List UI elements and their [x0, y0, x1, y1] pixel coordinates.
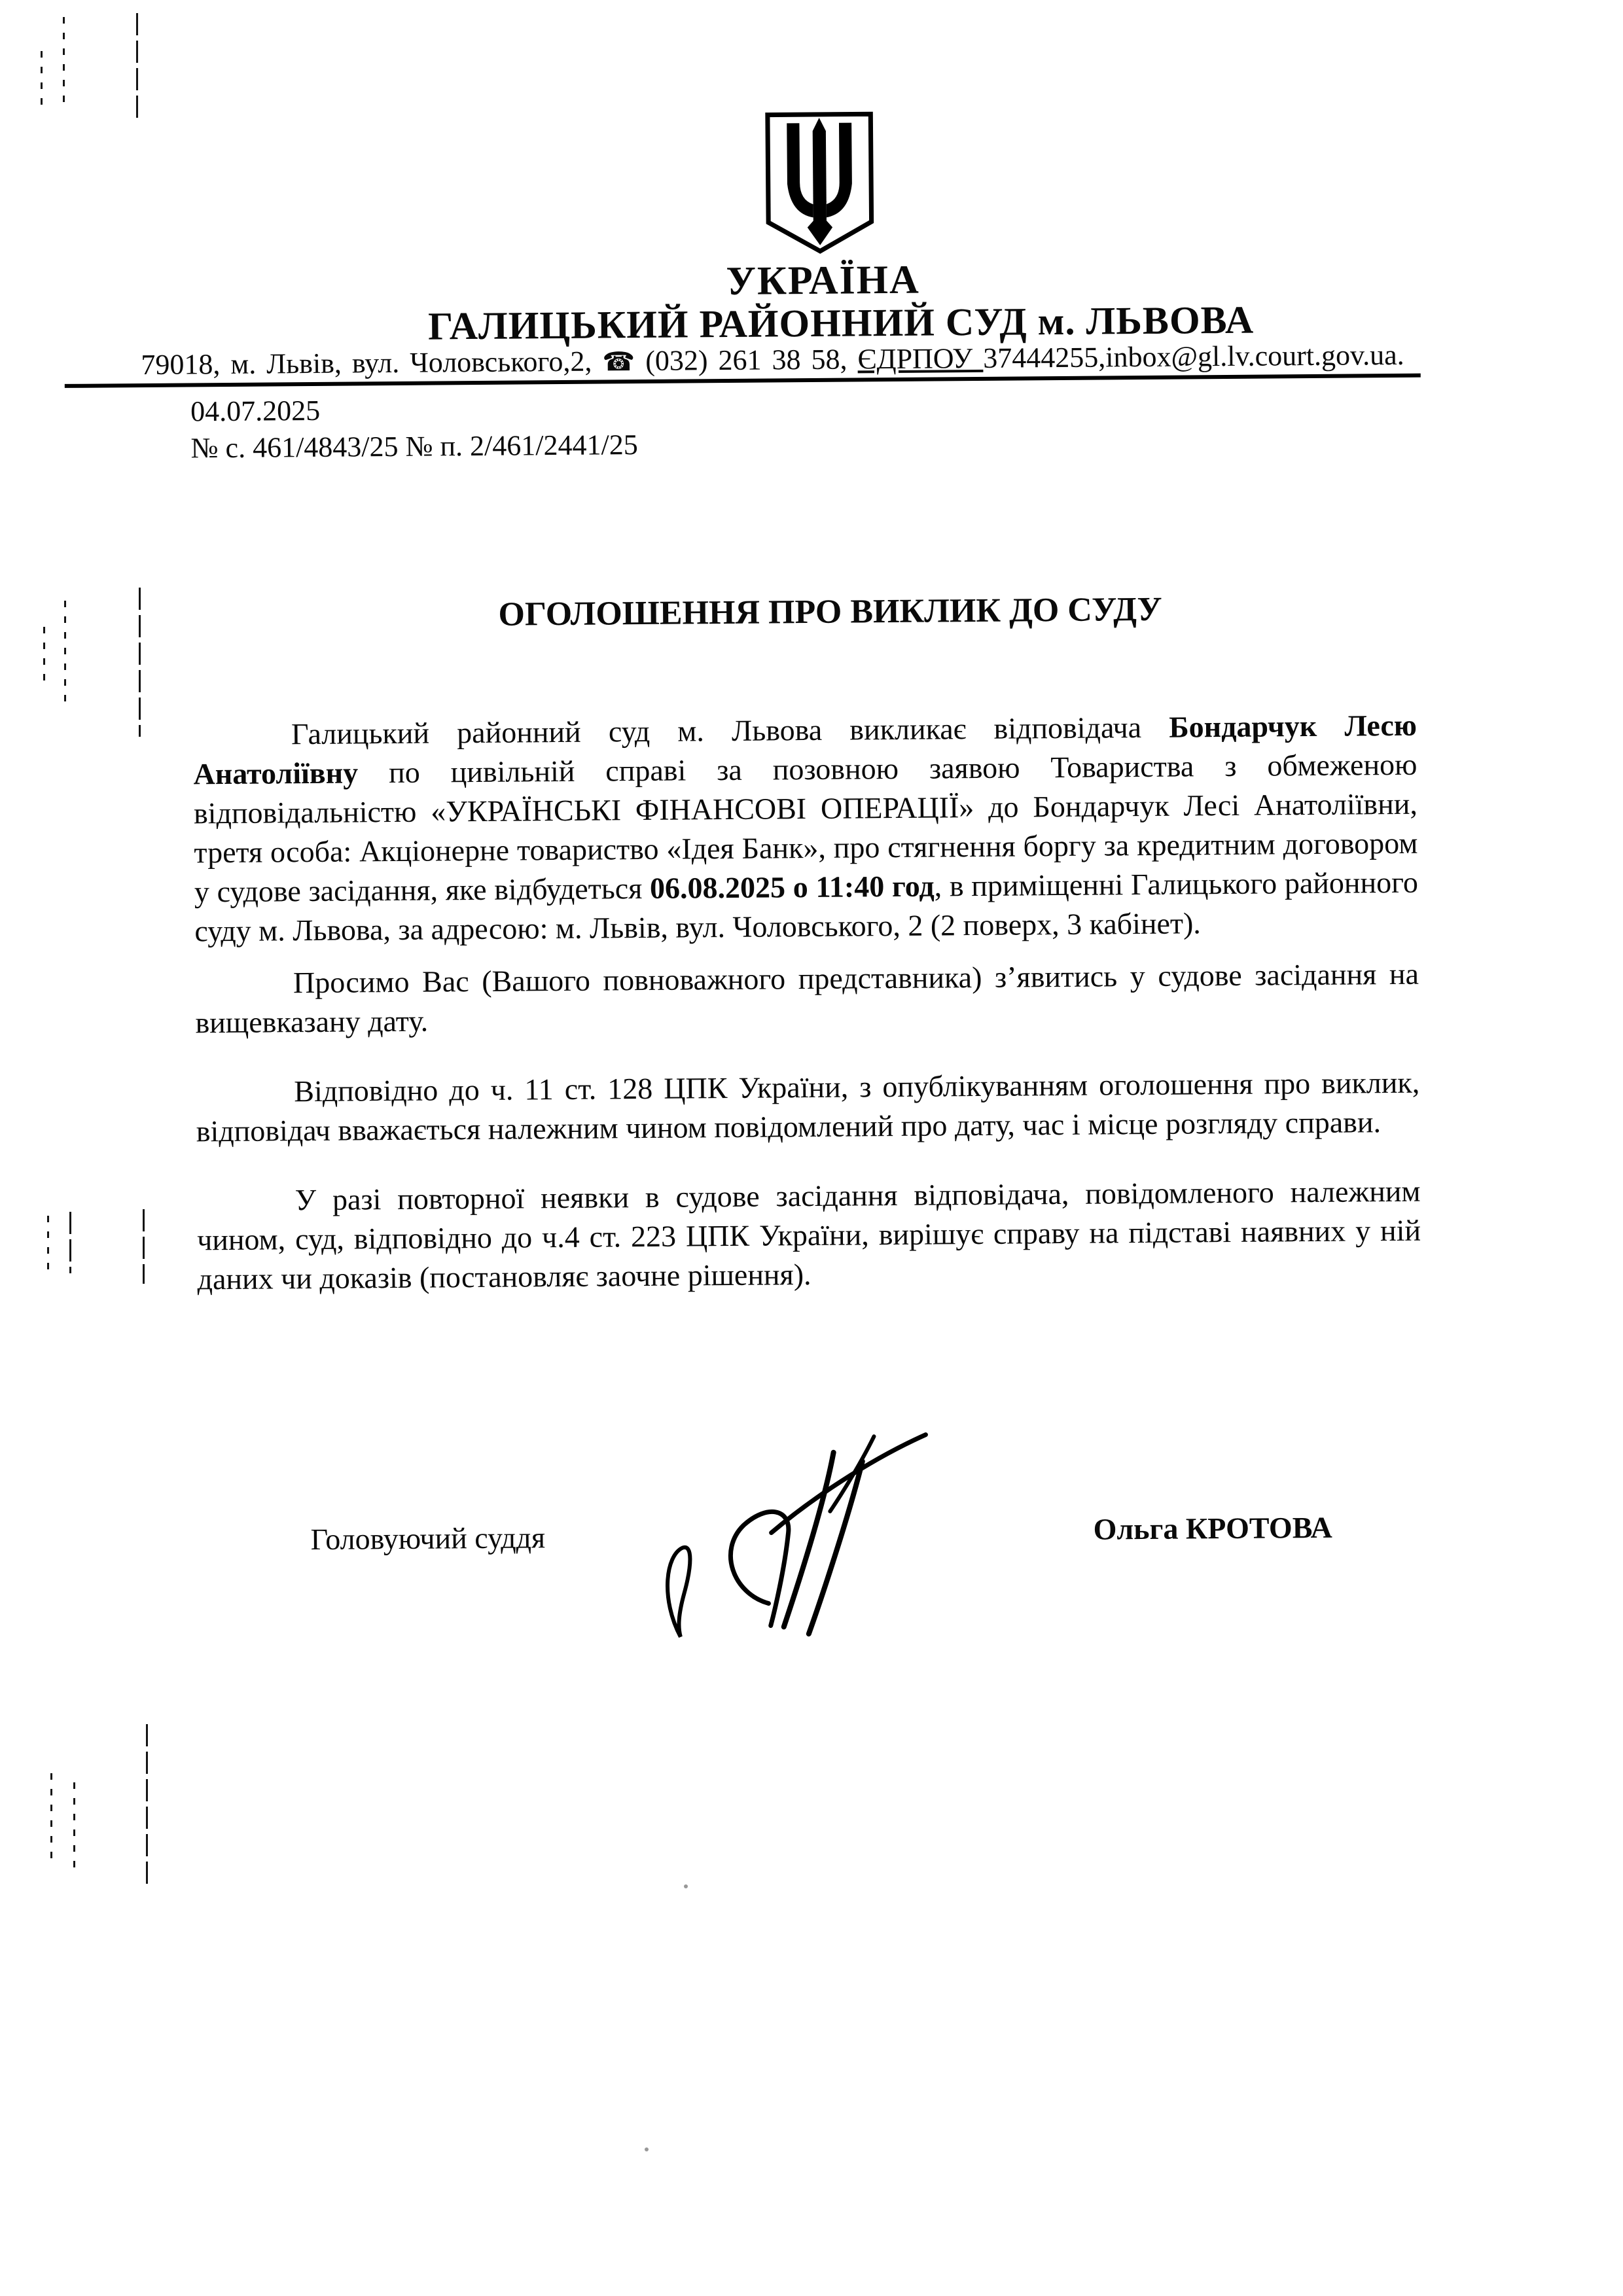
judge-role-label: Головуючий суддя — [310, 1521, 546, 1557]
edrpou-number-and-email: 37444255,inbox@gl.lv.court.gov.ua. — [983, 338, 1404, 374]
paragraph-absence-warning: У разі повторної неявки в судове засідання відповідача, повідомленого належним чином, суд, відповідно до ч.4 ст. 223 ЦПК України, вирішує справу на підставі наявних у ній даних чи доказів (постановляє заочне рішення). — [196, 1174, 1421, 1296]
paragraph-text: по цивільній справі за позовною заявою Товариства з обмеженою відповідальністю «УКРАЇНСЬКІ ФІНАНСОВІ ОПЕРАЦІЇ» до Бондарчук Лесі Анатоліївни, третя особа: Акціонерне товариство «Ідея Банк», про стягнення боргу за кредитним договором у судове засідання, яке відбудеться — [193, 747, 1418, 909]
judge-name: Ольга КРОТОВА — [1093, 1510, 1332, 1546]
ukraine-coat-of-arms-icon — [763, 109, 877, 255]
document-date: 04.07.2025 — [190, 394, 321, 428]
address-part: 79018, м. Львів, вул. Чоловського,2, — [141, 345, 603, 381]
paragraph-summons — [193, 706, 1419, 951]
paragraph-request: Просимо Вас (Вашого повноважного представника) з’явитись у судове засідання на вищевказану дату. — [195, 957, 1419, 1040]
defendant-name: Бондарчук Лесю Анатоліївну — [193, 708, 1418, 791]
document-body — [193, 706, 1421, 1299]
edrpou-label: ЄДРПОУ — [857, 342, 984, 376]
paragraph-text: , в приміщенні Галицького районного суду м. Львова, за адресою: м. Львів, вул. Чоловського, 2 (2 поверх, 3 кабінет). — [194, 865, 1419, 948]
case-numbers: № с. 461/4843/25 № п. 2/461/2441/25 — [190, 429, 638, 465]
phone-number: (032) 261 38 58, — [635, 343, 858, 378]
court-name-heading: ГАЛИЦЬКИЙ РАЙОННИЙ СУД м. ЛЬВОВА — [427, 298, 1255, 348]
phone-icon: ☎ — [602, 347, 635, 378]
paragraph-legal-notice: Відповідно до ч. 11 ст. 128 ЦПК України, з опублікуванням оголошення про виклик, відповідач вважається належним чином повідомлений про дату, час і місце розгляду справи. — [196, 1065, 1420, 1148]
judge-signature-icon — [633, 1425, 975, 1644]
paragraph-text: Галицький районний суд м. Львова викликає відповідача — [291, 710, 1169, 751]
hearing-datetime: 06.08.2025 о 11:40 год — [649, 869, 935, 905]
document-title: ОГОЛОШЕННЯ ПРО ВИКЛИК ДО СУДУ — [498, 590, 1162, 633]
country-heading: УКРАЇНА — [726, 257, 921, 304]
